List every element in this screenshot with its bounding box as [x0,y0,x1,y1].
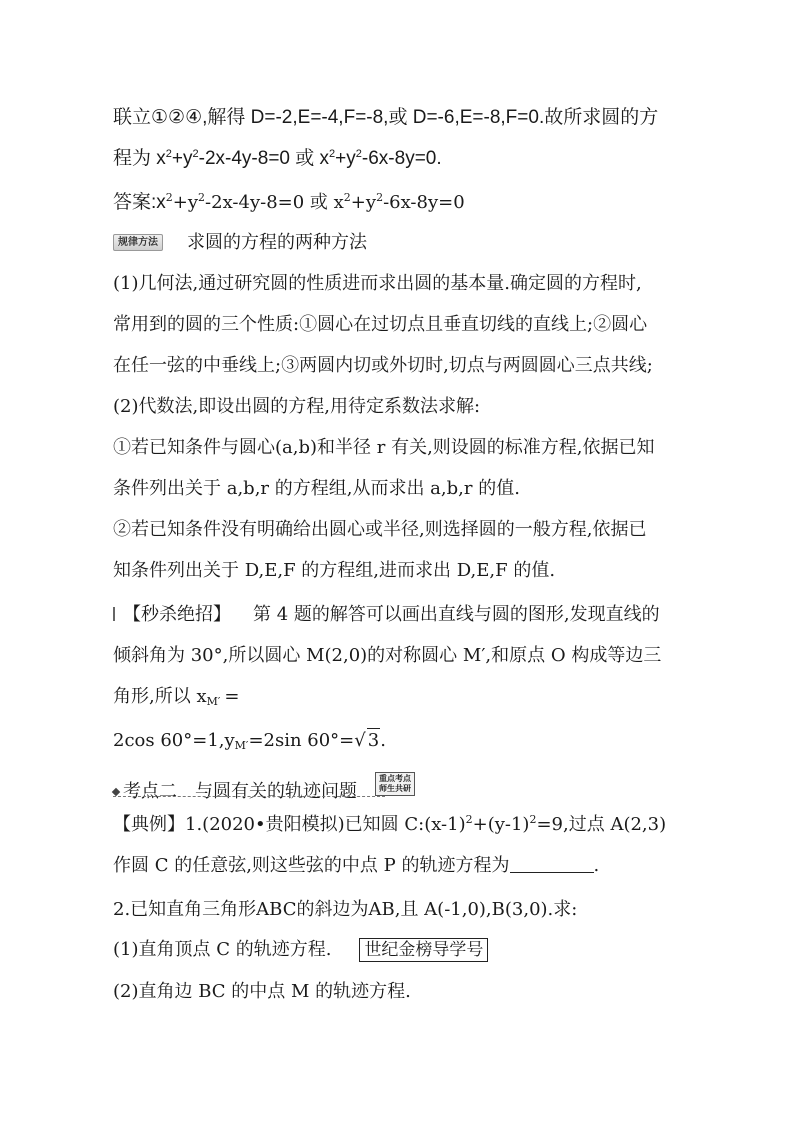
trick-line-3 [113,685,239,709]
subscript: M′ [234,739,249,752]
sqrt-expression: √ 3 [354,730,380,751]
trick-line-1 [113,603,660,627]
method-line-8: 知条件列出关于 D,E,F 的方程组,进而求出 D,E,F 的值. [113,560,556,581]
stamp-line-1: 重点考点 [379,774,411,783]
exponent: 2 [465,813,473,826]
text: =9,过点 A(2,3) [536,814,667,835]
solution-line-1: 联立①②④,解得 D=-2,E=-4,F=-8,或 D=-6,E=-8,F=0.故所求圆的方 [113,107,659,128]
section-underline [113,796,385,797]
method-tag: 规律方法 [113,234,163,251]
method-line-3: 在任一弦的中垂线上;③两圆内切或外切时,切点与两圆圆心三点共线; [113,355,653,376]
exponent: 2 [343,191,351,204]
method-line-7: ②若已知条件没有明确给出圆心或半径,则选择圆的一般方程,依据已 [113,519,647,540]
method-line-1: (1)几何法,通过研究圆的性质进而求出圆的基本量.确定圆的方程时, [113,273,642,294]
answer-blank[interactable] [510,856,594,873]
method-line-6: 条件列出关于 a,b,r 的方程组,从而求出 a,b,r 的值. [113,478,520,499]
text: -2x-4y-8=0 或 x [198,148,330,169]
exponent: 2 [165,148,172,160]
text: . [380,730,386,751]
method-heading [113,231,367,255]
answer-label: 答案:x [113,192,166,213]
text: 角形,所以 x [113,686,207,707]
example-line-5: (2)直角边 BC 的中点 M 的轨迹方程. [113,981,411,1002]
method-line-4: (2)代数法,即设出圆的方程,用待定系数法求解: [113,396,481,417]
example-line-2 [113,854,599,878]
text: =2sin 60°= [248,730,355,751]
text: -2x-4y-8=0 或 x [205,192,344,213]
text: 2cos 60°=1,y [113,730,235,751]
text: = [224,686,240,707]
text: 第 4 题的解答可以画出直线与圆的图形,发现直线的 [253,604,660,625]
text: -6x-8y=0 [383,192,465,213]
text: +(y-1) [472,814,530,835]
text: 【典例】1.(2020•贵阳模拟)已知圆 C:(x-1) [113,814,466,835]
example-line-4 [113,938,488,962]
radicand: 3 [367,730,380,751]
method-title: 求圆的方程的两种方法 [187,232,367,253]
boxed-label: 世纪金榜导学号 [359,938,488,962]
example-line-3: 2.已知直角三角形ABC的斜边为AB,且 A(-1,0),B(3,0).求: [113,899,578,920]
exponent: 2 [355,148,362,160]
section-heading [113,772,415,804]
exponent: 2 [165,191,173,204]
text: (1)直角顶点 C 的轨迹方程. [113,939,332,960]
trick-tag: 【秒杀绝招】 [123,604,231,625]
exponent: 2 [529,813,537,826]
marker-bar [113,607,115,621]
method-line-2: 常用到的圆的三个性质:①圆心在过切点且垂直切线的直线上;②圆心 [113,314,648,335]
example-line-1 [113,813,666,837]
diamond-icon [112,788,120,796]
text: +y [350,192,377,213]
method-line-5: ①若已知条件与圆心(a,b)和半径 r 有关,则设圆的标准方程,依据已知 [113,437,655,458]
exponent: 2 [329,148,336,160]
text: . [593,855,600,876]
text: -6x-8y=0. [361,148,442,169]
exponent: 2 [198,191,206,204]
subscript: M′ [206,695,221,708]
text: 程为 x [113,148,166,169]
stamp-badge [375,772,415,796]
exponent: 2 [376,191,384,204]
trick-line-2: 倾斜角为 30°,所以圆心 M(2,0)的对称圆心 M′,和原点 O 构成等边三 [113,645,662,666]
solution-line-2 [113,147,442,171]
answer-line [113,191,465,215]
section-title: 考点二 与圆有关的轨迹问题 [123,781,357,802]
stamp-line-2: 师生共研 [379,784,411,793]
text: +y [172,192,199,213]
text: 作圆 C 的任意弦,则这些弦的中点 P 的轨迹方程为 [113,855,510,876]
exponent: 2 [192,148,199,160]
text: +y [335,148,356,169]
trick-line-4 [113,728,386,753]
text: +y [171,148,193,169]
